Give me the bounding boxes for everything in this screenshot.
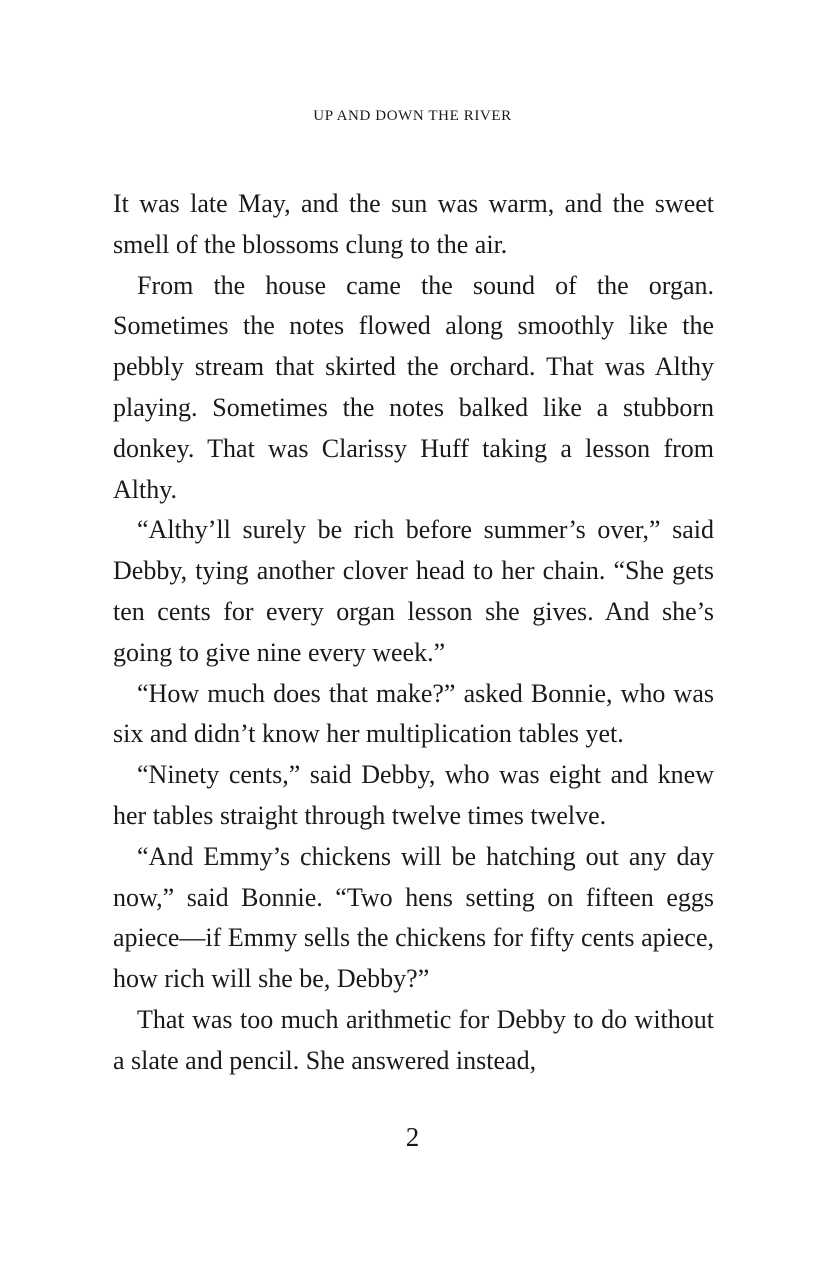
paragraph-7: That was too much arithmetic for Debby to do without a slate and pencil. She answered instead,	[113, 1004, 714, 1075]
paragraph-2: From the house came the sound of the organ. Sometimes the notes flowed along smoothly like the pebbly stream that skirted the orchard. That was Althy playing. Sometimes the notes balked like a stubborn donkey. That was Clarissy Huff taking a lesson from Althy.	[113, 270, 714, 504]
paragraph-4: “How much does that make?” asked Bonnie, who was six and didn’t know her multiplication tables yet.	[113, 678, 714, 749]
paragraph-3: “Althy’ll surely be rich before summer’s over,” said Debby, tying another clover head to her chain. “She gets ten cents for every organ lesson she gives. And she’s going to give nine every week.”	[113, 515, 714, 667]
paragraph-1: It was late May, and the sun was warm, and the sweet smell of the blossoms clung to the air.	[113, 189, 714, 259]
page-number: 2	[405, 1122, 420, 1152]
paragraph-5: “Ninety cents,” said Debby, who was eight and knew her tables straight through twelve times twelve.	[113, 760, 714, 830]
body-text	[113, 184, 714, 1082]
running-head: UP AND DOWN THE RIVER	[313, 108, 512, 124]
paragraph-6: “And Emmy’s chickens will be hatching out any day now,” said Bonnie. “Two hens setting on fifteen eggs apiece—if Emmy sells the chickens for fifty cents apiece, how rich will she be, Debby?”	[113, 841, 714, 994]
